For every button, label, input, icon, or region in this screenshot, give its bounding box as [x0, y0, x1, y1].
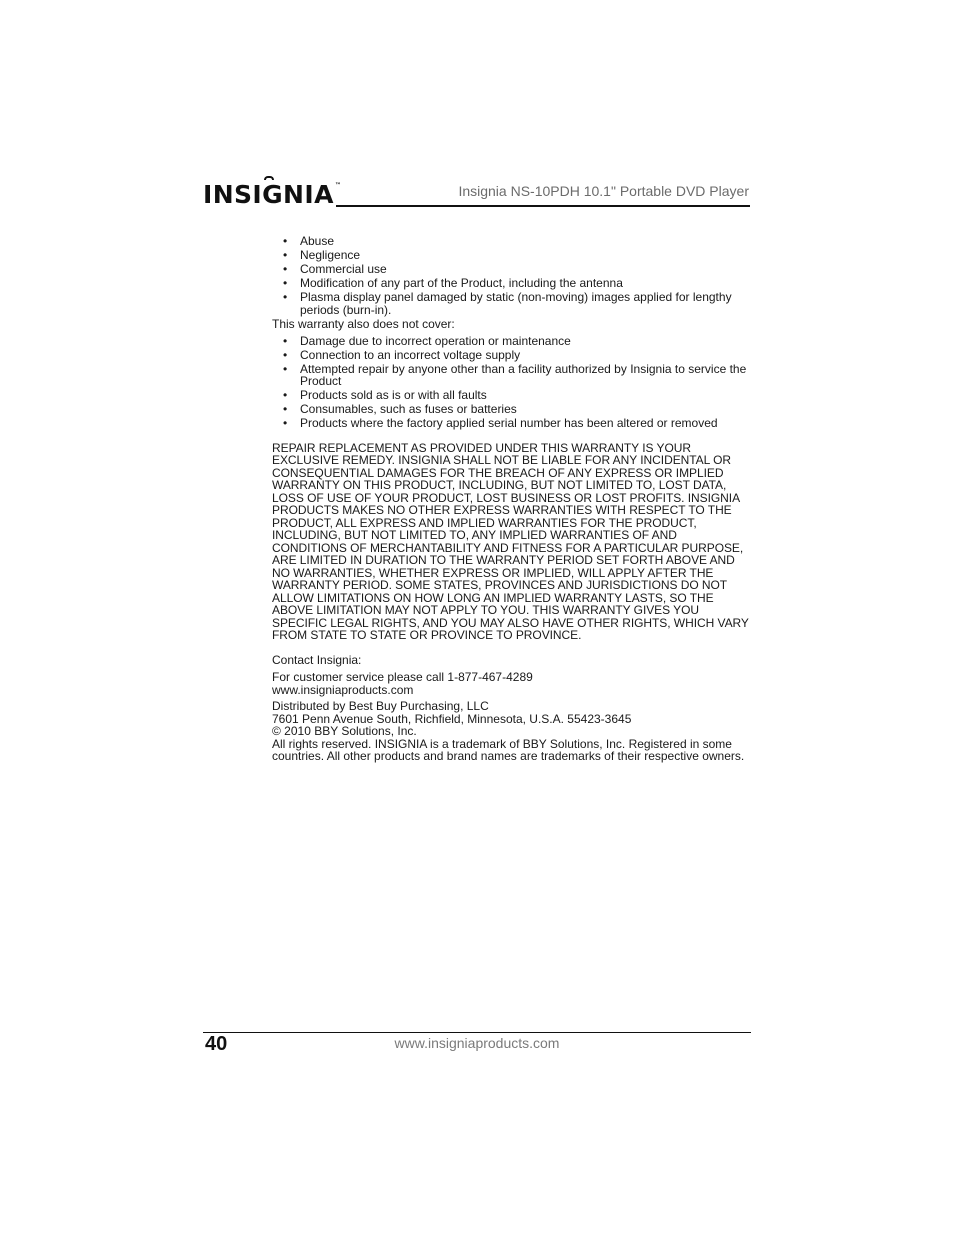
customer-service-text: For customer service please call 1-877-467-4289 [272, 670, 533, 684]
footer-url: www.insigniaproducts.com [394, 1035, 560, 1051]
list-item: • Commercial use [272, 263, 750, 276]
list-item: • Modification of any part of the Product, including the antenna [272, 277, 750, 290]
logo-trademark: ™ [334, 182, 342, 189]
list-item: • Damage due to incorrect operation or maintenance [272, 335, 750, 348]
list-item: • Connection to an incorrect voltage supply [272, 349, 750, 362]
page-content [272, 235, 750, 763]
page-number: 40 [205, 1033, 228, 1055]
footer-rule [203, 1032, 751, 1033]
insignia-logo [203, 176, 342, 216]
copyright-text: © 2010 BBY Solutions, Inc. [272, 724, 417, 738]
list-item: • Negligence [272, 249, 750, 262]
trademark-text: All rights reserved. INSIGNIA is a trademark of BBY Solutions, Inc. Registered in some countries. All other products and brand names are trademarks of their respective owners. [272, 736, 745, 763]
list-item: • Products where the factory applied serial number has been altered or removed [272, 417, 750, 430]
list-item: • Products sold as is or with all faults [272, 389, 750, 402]
list-item: • Abuse [272, 235, 750, 248]
website-text: www.insigniaproducts.com [272, 682, 414, 697]
list-item: • Consumables, such as fuses or batteries [272, 403, 750, 416]
distributor-text: Distributed by Best Buy Purchasing, LLC [272, 699, 489, 713]
header-rule [336, 205, 750, 207]
exclusion-list-2 [272, 335, 750, 430]
exclusion-list-1 [272, 235, 750, 316]
list-item: • Plasma display panel damaged by static (non-moving) images applied for lengthy periods (burn-in). [272, 291, 750, 316]
header-title: Insignia NS-10PDH 10.1" Portable DVD Player [458, 183, 749, 199]
contact-heading: Contact Insignia: [272, 652, 362, 667]
legal-disclaimer: REPAIR REPLACEMENT AS PROVIDED UNDER THIS WARRANTY IS YOUR EXCLUSIVE REMEDY. INSIGNIA SHALL NOT BE LIABLE FOR ANY INCIDENTAL OR CONSEQUENTIAL DAMAGES FOR THE BREACH OF ANY EXPRESS OR IMPLIED WARRANTY ON THIS PRODUCT, INCLUDING, BUT NOT LIMITED TO, LOST DATA, LOSS OF USE OF YOUR PRODUCT, LOST BUSINESS OR LOST PROFITS. INSIGNIA PRODUCTS MAKES NO OTHER EXPRESS WARRANTIES WITH RESPECT TO THE PRODUCT, ALL EXPRESS AND IMPLIED WARRANTIES FOR THE PRODUCT, INCLUDING, BUT NOT LIMITED TO, ANY IMPLIED WARRANTIES OF AND CONDITIONS OF MERCHANTABILITY AND FITNESS FOR A PARTICULAR PURPOSE, ARE LIMITED IN DURATION TO THE WARRANTY PERIOD SET FORTH ABOVE AND NO WARRANTIES, WHETHER EXPRESS OR IMPLIED, WILL APPLY AFTER THE WARRANTY PERIOD. SOME STATES, PROVINCES AND JURISDICTIONS DO NOT ALLOW LIMITATIONS ON HOW LONG AN IMPLIED WARRANTY LASTS, SO THE ABOVE LIMITATION MAY NOT APPLY TO YOU. THIS WARRANTY GIVES YOU SPECIFIC LEGAL RIGHTS, AND YOU MAY ALSO HAVE OTHER RIGHTS, WHICH VARY FROM STATE TO STATE OR PROVINCE TO PROVINCE. [272, 440, 749, 642]
logo-wordmark: INSIGNIA™ [203, 180, 342, 209]
also-not-cover-text: This warranty also does not cover: [272, 317, 455, 331]
list-item: • Attempted repair by anyone other than a facility authorized by Insignia to service the Product [272, 363, 750, 388]
address-text: 7601 Penn Avenue South, Richfield, Minnesota, U.S.A. 55423-3645 [272, 711, 632, 726]
